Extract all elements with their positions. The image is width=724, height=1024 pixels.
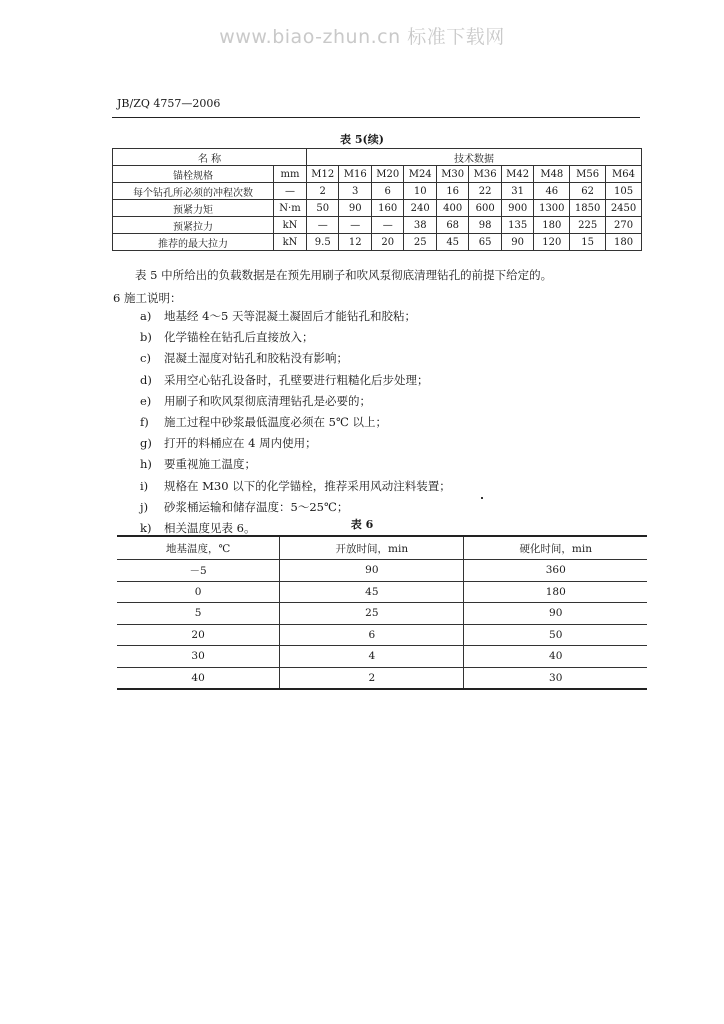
table-cell: 0 — [117, 581, 280, 603]
table-cell: －5 — [117, 560, 280, 582]
spec-cell: M12 — [307, 166, 339, 183]
table-cell: 9.5 — [307, 234, 339, 251]
row-unit: — — [274, 183, 307, 200]
column-header: 开放时间，min — [280, 536, 464, 560]
table-cell: 50 — [464, 624, 647, 646]
table-row — [117, 667, 647, 689]
table-cell: — — [307, 217, 339, 234]
table-row — [117, 603, 647, 625]
table-cell: 40 — [117, 667, 280, 689]
spec-cell: M24 — [404, 166, 436, 183]
table-row — [113, 217, 642, 234]
table6-header-row — [117, 536, 647, 560]
column-header: 硬化时间，min — [464, 536, 647, 560]
list-item-text: 打开的料桶应在 4 周内使用； — [164, 436, 317, 451]
spec-cell: M20 — [371, 166, 403, 183]
name-header: 名 称 — [113, 149, 307, 166]
table-cell: 2 — [280, 667, 464, 689]
list-item-text: 混凝土湿度对钻孔和胶粘没有影响； — [164, 351, 348, 366]
list-item-text: 化学锚栓在钻孔后直接放入； — [164, 330, 314, 345]
table-cell: 40 — [464, 646, 647, 668]
spec-cell: M30 — [436, 166, 468, 183]
list-item-key: g) — [140, 436, 152, 451]
table-cell: 270 — [606, 217, 642, 234]
table-cell: 22 — [469, 183, 501, 200]
spec-cell: M56 — [570, 166, 606, 183]
header-rule — [112, 117, 640, 118]
table6-caption: 表 6 — [350, 518, 374, 531]
table-cell: 30 — [464, 667, 647, 689]
table-cell: 45 — [436, 234, 468, 251]
list-item-key: f) — [140, 414, 149, 429]
table-cell: 68 — [436, 217, 468, 234]
list-item-text: 砂浆桶运输和储存温度：5～25℃； — [164, 499, 349, 514]
table-cell: 15 — [570, 234, 606, 251]
table-cell: 45 — [280, 581, 464, 603]
table-cell: 90 — [339, 200, 371, 217]
list-item — [140, 412, 451, 433]
table-cell: 12 — [339, 234, 371, 251]
table-cell: 600 — [469, 200, 501, 217]
table-cell: 120 — [534, 234, 570, 251]
table-cell: 160 — [371, 200, 403, 217]
table-cell: 5 — [117, 603, 280, 625]
list-item — [140, 454, 451, 475]
list-item — [140, 476, 451, 497]
list-item-key: j) — [140, 499, 149, 514]
table-cell: 62 — [570, 183, 606, 200]
list-item-key: a) — [140, 309, 152, 323]
table-cell: 4 — [280, 646, 464, 668]
list-item-text: 要重视施工温度； — [164, 457, 256, 472]
table-cell: 31 — [501, 183, 533, 200]
row-unit: kN — [274, 234, 307, 251]
table-cell: 90 — [501, 234, 533, 251]
list-item-text: 地基经 4～5 天等混凝土凝固后才能钻孔和胶粘； — [164, 309, 416, 323]
list-item-key: b) — [140, 330, 152, 345]
table5-note: 表 5 中所给出的负载数据是在预先用刷子和吹风泵彻底清理钻孔的前提下给定的。 — [135, 268, 553, 282]
table-cell: 240 — [404, 200, 436, 217]
row-unit: N·m — [274, 200, 307, 217]
table-cell: 20 — [117, 624, 280, 646]
spec-cell: M48 — [534, 166, 570, 183]
row-label: 预紧力矩 — [113, 200, 274, 217]
table-cell: 46 — [534, 183, 570, 200]
list-item-text: 采用空心钻孔设备时，孔壁要进行粗糙化后步处理； — [164, 372, 429, 387]
table-cell: 6 — [280, 624, 464, 646]
list-item — [140, 433, 451, 454]
list-item-text: 用刷子和吹风泵彻底清理钻孔是必要的； — [164, 393, 371, 408]
table-cell: 6 — [371, 183, 403, 200]
list-item-text: 规格在 M30 以下的化学锚栓，推荐采用风动注料装置； — [164, 478, 451, 493]
table-cell: — — [339, 217, 371, 234]
table-cell: 10 — [404, 183, 436, 200]
table-row — [113, 200, 642, 217]
list-item — [140, 348, 451, 369]
table-cell: 2 — [307, 183, 339, 200]
table-cell: 2450 — [606, 200, 642, 217]
column-header: 地基温度，℃ — [117, 536, 280, 560]
table-row — [117, 624, 647, 646]
tech-header: 技术数据 — [307, 149, 642, 166]
table-cell: 25 — [404, 234, 436, 251]
list-item-key: i) — [140, 478, 149, 493]
table-cell: 360 — [464, 560, 647, 582]
list-item-key: h) — [140, 457, 152, 472]
table6 — [117, 535, 647, 690]
table-cell: 180 — [534, 217, 570, 234]
row-unit: kN — [274, 217, 307, 234]
list-item — [140, 306, 451, 327]
instruction-list — [140, 306, 451, 539]
list-item — [140, 391, 451, 412]
list-item-text: 施工过程中砂浆最低温度必须在 5℃ 以上； — [164, 414, 387, 429]
table5 — [112, 148, 642, 251]
table-row — [117, 560, 647, 582]
list-item-text: 相关温度见表 6。 — [164, 520, 256, 535]
spec-label: 锚栓规格 — [113, 166, 274, 183]
table-cell: 50 — [307, 200, 339, 217]
table-row — [113, 234, 642, 251]
watermark: www.biao-zhun.cn 标准下载网 — [219, 26, 505, 48]
table-cell: — — [371, 217, 403, 234]
list-item — [140, 370, 451, 391]
document-header: JB/ZQ 4757—2006 — [117, 97, 221, 110]
table5-caption: 表 5(续) — [340, 133, 384, 146]
row-label: 每个钻孔所必须的冲程次数 — [113, 183, 274, 200]
table-cell: 25 — [280, 603, 464, 625]
table-cell: 180 — [464, 581, 647, 603]
table-cell: 90 — [280, 560, 464, 582]
table-row — [117, 646, 647, 668]
table-cell: 900 — [501, 200, 533, 217]
table-cell: 180 — [606, 234, 642, 251]
row-label: 预紧拉力 — [113, 217, 274, 234]
table-cell: 135 — [501, 217, 533, 234]
table-cell: 65 — [469, 234, 501, 251]
table-cell: 38 — [404, 217, 436, 234]
table-cell: 1850 — [570, 200, 606, 217]
table-cell: 98 — [469, 217, 501, 234]
table-cell: 400 — [436, 200, 468, 217]
table-cell: 3 — [339, 183, 371, 200]
table-row — [113, 183, 642, 200]
table-cell: 225 — [570, 217, 606, 234]
table-row — [117, 581, 647, 603]
list-item-key: c) — [140, 351, 151, 366]
spec-row — [113, 166, 642, 183]
table-cell: 1300 — [534, 200, 570, 217]
list-item — [140, 497, 451, 518]
scan-dot — [481, 497, 483, 499]
table-cell: 16 — [436, 183, 468, 200]
spec-unit: mm — [274, 166, 307, 183]
list-item-key: e) — [140, 393, 152, 408]
spec-cell: M16 — [339, 166, 371, 183]
list-item-key: k) — [140, 520, 152, 535]
table-cell: 105 — [606, 183, 642, 200]
row-label: 推荐的最大拉力 — [113, 234, 274, 251]
table-cell: 20 — [371, 234, 403, 251]
spec-cell: M42 — [501, 166, 533, 183]
spec-cell: M64 — [606, 166, 642, 183]
spec-cell: M36 — [469, 166, 501, 183]
list-item — [140, 327, 451, 348]
section-title: 6 施工说明： — [113, 291, 182, 305]
list-item-key: d) — [140, 372, 152, 387]
table-cell: 30 — [117, 646, 280, 668]
table-cell: 90 — [464, 603, 647, 625]
